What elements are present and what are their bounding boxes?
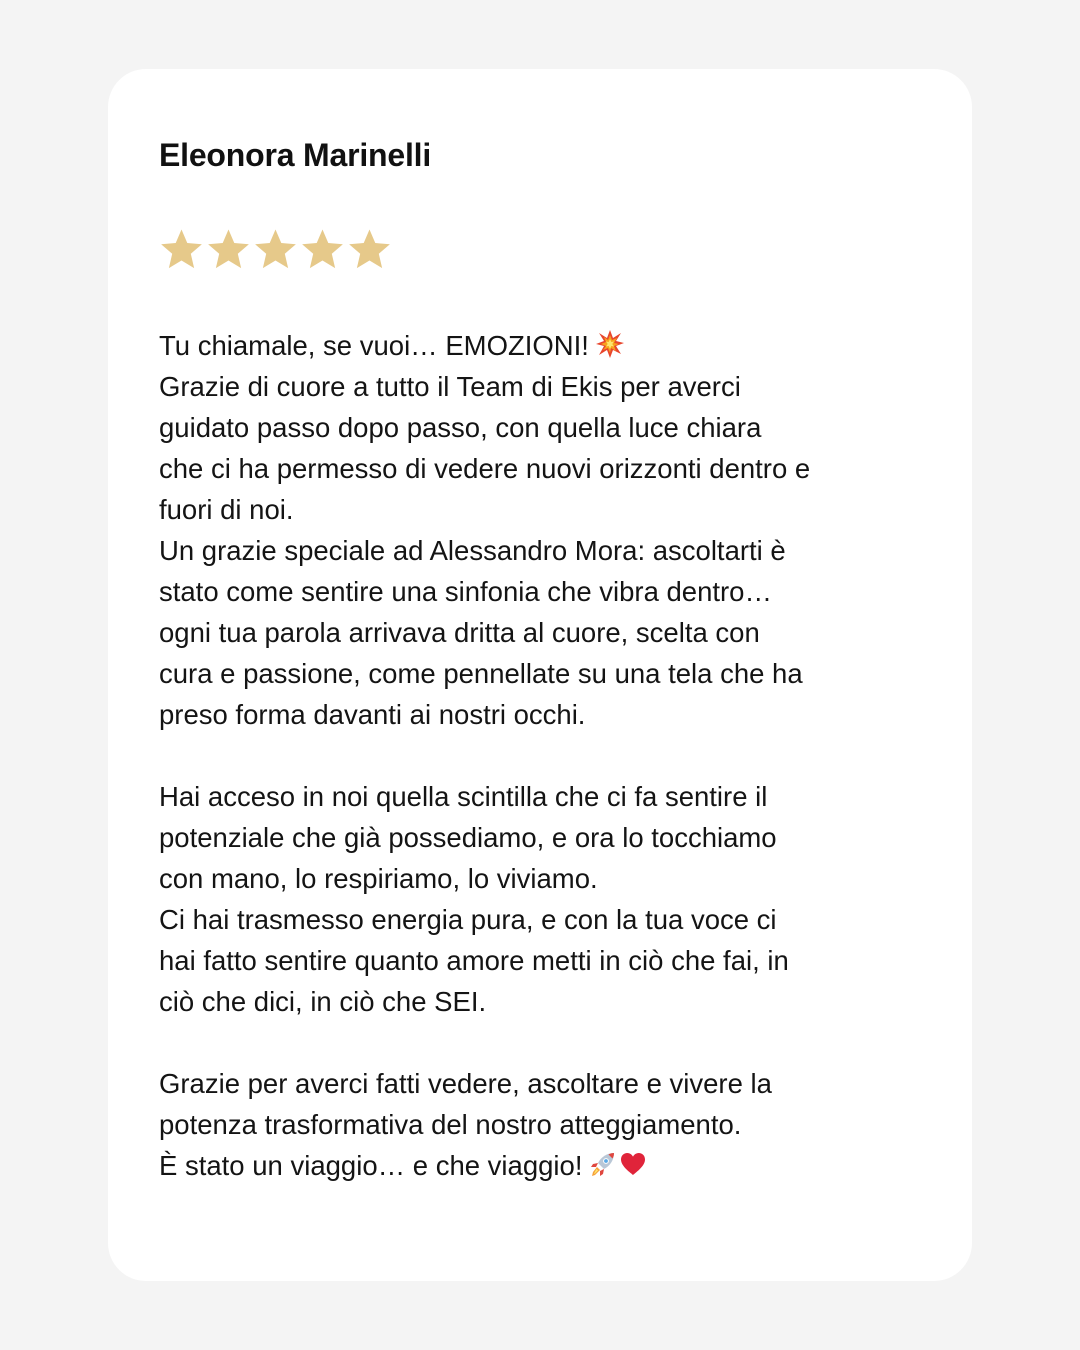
rocket-emoji (588, 1149, 618, 1179)
star-icon (299, 226, 346, 273)
review-line: che ci ha permesso di vedere nuovi orizzonti dentro e (159, 453, 811, 484)
review-line: Grazie di cuore a tutto il Team di Ekis per averci (159, 371, 741, 402)
review-line-text: Tu chiamale, se vuoi… EMOZIONI! (159, 330, 589, 361)
review-line: fuori di noi. (159, 494, 294, 525)
review-text (159, 325, 939, 1186)
red-heart-emoji (618, 1149, 648, 1179)
star-icon (346, 226, 393, 273)
review-line (159, 1145, 939, 1186)
review-line: potenza trasformativa del nostro atteggiamento. (159, 1109, 742, 1140)
star-icon (205, 226, 252, 273)
review-line-text: È stato un viaggio… e che viaggio! (159, 1150, 583, 1181)
review-card (108, 69, 972, 1281)
review-line: ogni tua parola arrivava dritta al cuore, scelta con (159, 617, 760, 648)
review-line: guidato passo dopo passo, con quella luce chiara (159, 412, 762, 443)
blank-line (159, 1022, 939, 1063)
review-line: cura e passione, come pennellate su una tela che ha (159, 658, 803, 689)
review-line: Grazie per averci fatti vedere, ascoltare e vivere la (159, 1068, 772, 1099)
collision-emoji (595, 329, 625, 359)
review-line: preso forma davanti ai nostri occhi. (159, 699, 586, 730)
review-line: ciò che dici, in ciò che SEI. (159, 986, 487, 1017)
review-line: Hai acceso in noi quella scintilla che ci fa sentire il (159, 781, 768, 812)
reviewer-name: Eleonora Marinelli (159, 137, 432, 173)
blank-line (159, 735, 939, 776)
review-line: hai fatto sentire quanto amore metti in ciò che fai, in (159, 945, 789, 976)
star-icon (252, 226, 299, 273)
review-line: Un grazie speciale ad Alessandro Mora: ascoltarti è (159, 535, 786, 566)
review-line: con mano, lo respiriamo, lo viviamo. (159, 863, 598, 894)
review-line (159, 325, 939, 366)
star-icon (158, 226, 205, 273)
review-line: Ci hai trasmesso energia pura, e con la tua voce ci (159, 904, 777, 935)
review-line: potenziale che già possediamo, e ora lo tocchiamo (159, 822, 777, 853)
star-rating (158, 226, 393, 273)
review-line: stato come sentire una sinfonia che vibra dentro… (159, 576, 772, 607)
